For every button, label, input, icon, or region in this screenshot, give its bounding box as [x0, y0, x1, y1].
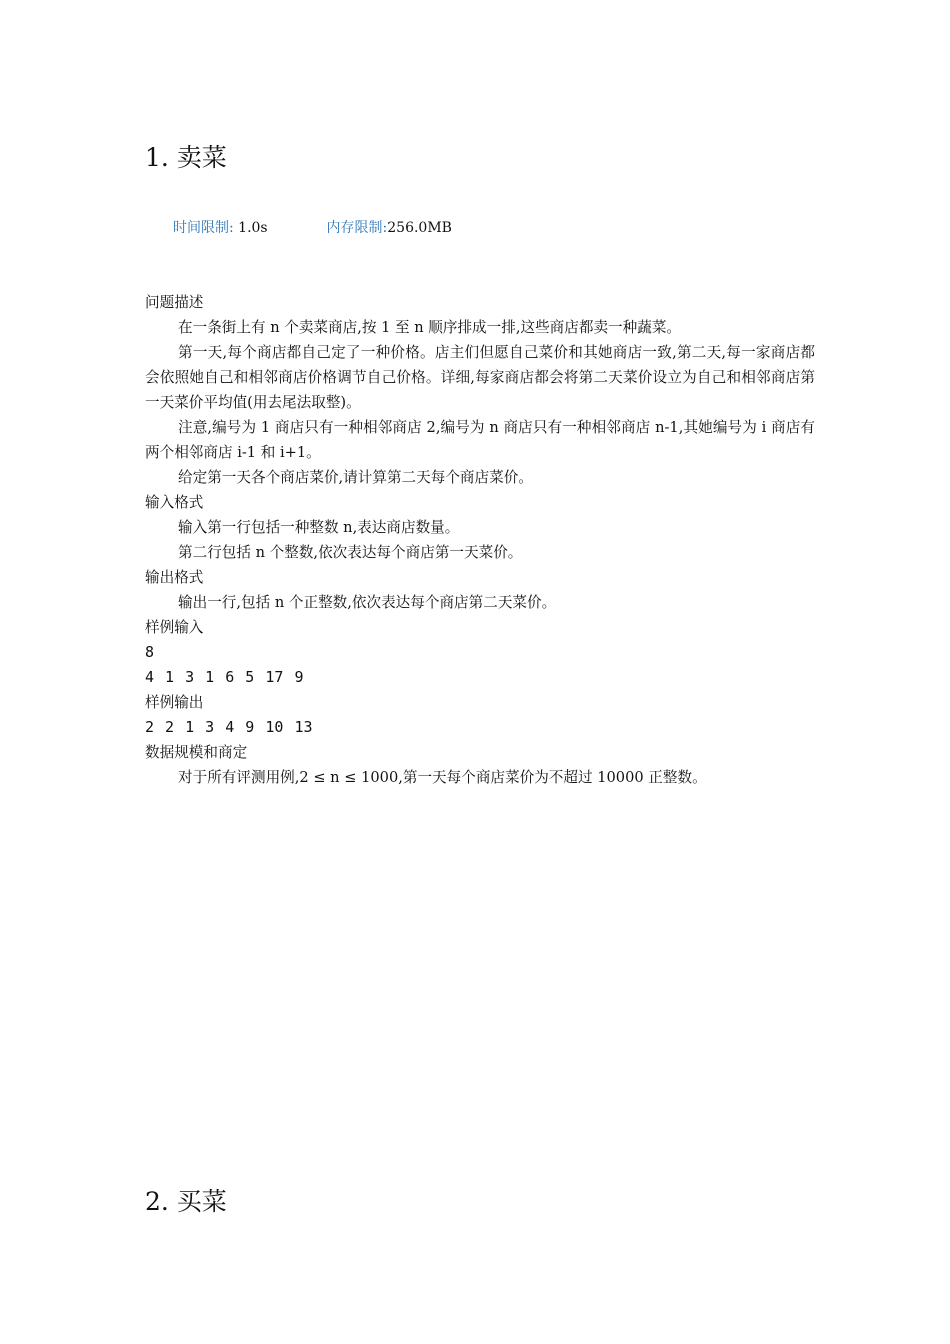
output-format-heading: 输出格式 — [145, 569, 204, 586]
description-heading: 问题描述 — [145, 294, 204, 311]
problem-2-title: 2. 买菜 — [145, 1187, 227, 1216]
sample-output-line: 2 2 1 3 4 9 10 13 — [145, 718, 313, 736]
input-format-line: 输入第一行包括一种整数 n,表达商店数量。 — [178, 519, 460, 536]
limits-line — [173, 218, 452, 238]
sample-input-line: 4 1 3 1 6 5 17 9 — [145, 668, 304, 686]
description-paragraph: 注意,编号为 1 商店只有一种相邻商店 2,编号为 n 商店只有一种相邻商店 n-1,其她编号为 i 商店有两个相邻商店 i-1 和 i+1。 — [145, 419, 815, 461]
description-paragraph: 给定第一天各个商店菜价,请计算第二天每个商店菜价。 — [178, 469, 533, 486]
problem-1-body — [145, 290, 815, 790]
problem-1-title: 1. 卖菜 — [145, 143, 227, 172]
input-format-heading: 输入格式 — [145, 494, 204, 511]
sample-input-line: 8 — [145, 643, 155, 661]
sample-input-heading: 样例输入 — [145, 619, 204, 636]
time-limit-label: 时间限制: — [173, 220, 234, 236]
data-scale-line: 对于所有评测用例,2 ≤ n ≤ 1000,第一天每个商店菜价为不超过 10000 正整数。 — [178, 769, 707, 786]
memory-limit-label: 内存限制: — [326, 220, 388, 236]
time-limit-value: 1.0s — [238, 220, 268, 236]
output-format-line: 输出一行,包括 n 个正整数,依次表达每个商店第二天菜价。 — [178, 594, 557, 611]
description-paragraph: 第一天,每个商店都自己定了一种价格。店主们但愿自己菜价和其她商店一致,第二天,每一家商店都会依照她自己和相邻商店价格调节自己价格。详细,每家商店都会将第二天菜价设立为自己和相邻商店第一天菜价平均值(用去尾法取整)。 — [145, 344, 815, 411]
sample-output-heading: 样例输出 — [145, 694, 204, 711]
input-format-line: 第二行包括 n 个整数,依次表达每个商店第一天菜价。 — [178, 544, 523, 561]
data-scale-heading: 数据规模和商定 — [145, 744, 248, 761]
description-paragraph: 在一条街上有 n 个卖菜商店,按 1 至 n 顺序排成一排,这些商店都卖一种蔬菜。 — [178, 319, 682, 336]
memory-limit-value: 256.0MB — [387, 220, 452, 236]
